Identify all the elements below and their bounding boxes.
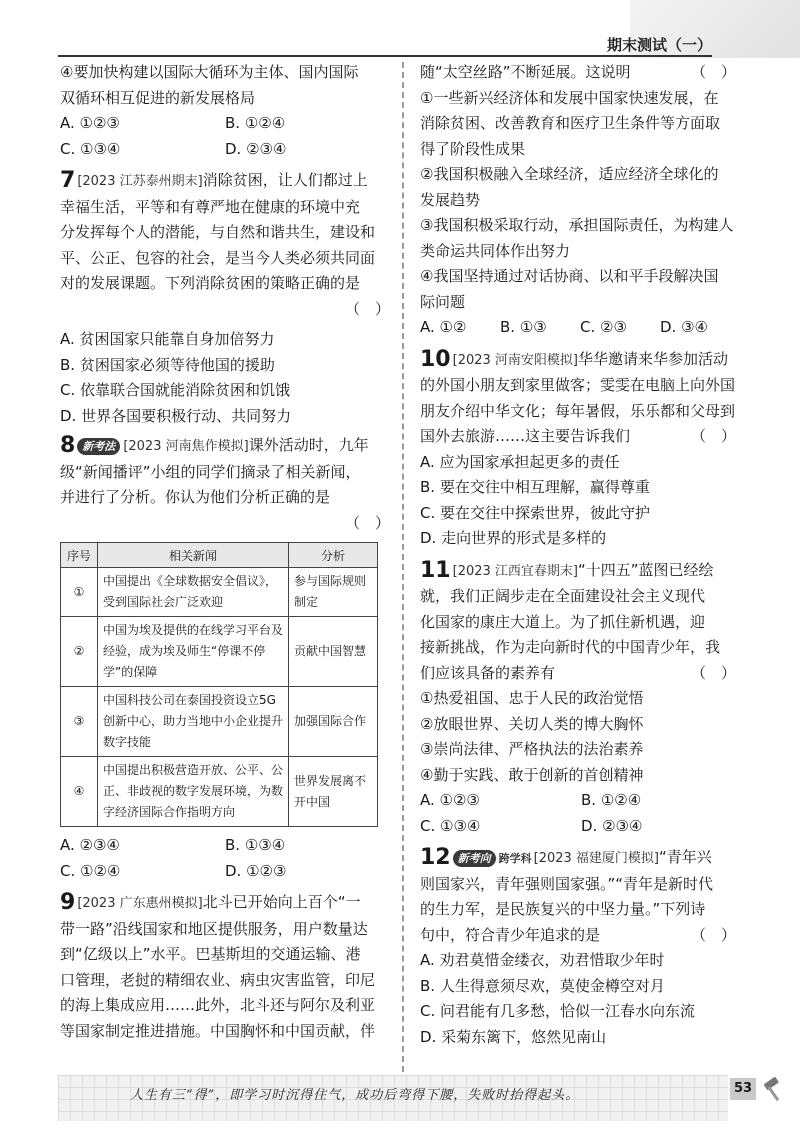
text-line: ①一些新兴经济体和发展中国家快速发展，在 [420, 88, 719, 107]
text-line: 朋友介绍中华文化；每年暑假，乐乐都和父母到 [420, 401, 736, 420]
row-number: ① [61, 568, 98, 617]
news-cell: 中国提出《全球数据安全倡议》，受到国际社会广泛欢迎 [98, 568, 289, 617]
q11-head [420, 558, 742, 585]
option-a[interactable]: A. ①②③ [420, 791, 480, 809]
question-number: 9 [60, 890, 76, 915]
text-line: 则国家兴，青年强则国家强。”“青年是新时代 [420, 874, 714, 893]
q11-options [420, 788, 742, 814]
question-11 [420, 558, 742, 840]
text-line: 平、公正、包容的社会，是当今人类必须共同面 [60, 248, 376, 267]
text-line: 的海上集成应用……此外，北斗还与阿尔及利亚 [60, 996, 376, 1014]
option-c[interactable]: C. ①②④ [60, 861, 121, 880]
text-line: 消除贫困，让人们都过上 [202, 171, 368, 189]
text-line: 对的发展课题。下列消除贫困的策略正确的是 [60, 274, 361, 292]
option-a[interactable]: A. 劝君莫惜金缕衣，劝君惜取少年时 [420, 951, 665, 969]
question-number: 12 [420, 845, 451, 870]
text-line: 到“亿级以上”水平。巴基斯坦的交通运输、港 [60, 945, 361, 963]
table-row [61, 617, 378, 687]
right-column [420, 60, 742, 1050]
option-b[interactable]: B. ①③④ [225, 836, 286, 854]
new-direction-badge: 新考向 [453, 850, 496, 867]
table-row [61, 568, 378, 617]
option-b[interactable]: B. ①②④ [225, 114, 286, 132]
text-line [420, 424, 742, 450]
option-a[interactable]: A. 贫困国家只能靠自身加倍努力 [60, 330, 275, 348]
text-line: 课外活动时，九年 [248, 436, 369, 454]
news-cell: 中国为埃及提供的在线学习平台及经验，成为埃及师生“停课不停学”的保障 [98, 617, 289, 687]
analysis-cell: 加强国际合作 [289, 687, 378, 757]
page-title: 期末测试（一） [606, 36, 712, 54]
option-d[interactable]: D. ②③④ [581, 816, 643, 835]
text-line [420, 60, 742, 86]
text-line: 双循环相互促进的新发展格局 [60, 88, 256, 107]
q8-options [60, 833, 390, 859]
question-8 [60, 433, 390, 884]
option-d[interactable]: D. 走向世界的形式是多样的 [420, 529, 607, 547]
q10-head [420, 347, 742, 374]
answer-paren[interactable]: （ ） [690, 925, 736, 944]
question-number: 10 [420, 346, 451, 372]
text-line: 的生力军，是民族复兴的中坚力量。”下列诗 [420, 900, 706, 918]
text-line: 带一路”沿线国家和地区提供服务，用户数量达 [60, 919, 368, 938]
left-column [60, 60, 390, 1044]
text-line: 发展趋势 [420, 190, 481, 209]
text-line: 接新挑战，作为走向新时代的中国青少年，我 [420, 638, 721, 656]
option-a[interactable]: A. 应为国家承担起更多的责任 [420, 452, 620, 471]
q7-head [60, 168, 390, 195]
column-header: 序号 [61, 543, 98, 568]
question-source: [2023 江西宜春期末] [452, 563, 578, 579]
option-b[interactable]: B. 人生得意须尽欢，莫使金樽空对月 [420, 976, 665, 995]
text-line: 类命运共同体作出努力 [420, 241, 571, 260]
option-c[interactable]: C. 问君能有几多愁，恰似一江春水向东流 [420, 1002, 696, 1020]
statement-item: ②放眼世界、关切人类的博大胸怀 [420, 714, 644, 733]
answer-paren[interactable]: （ ） [690, 427, 736, 445]
text-line: “十四五”蓝图已经绘 [578, 560, 714, 579]
news-cell: 中国科技公司在泰国投资设立5G创新中心，助力当地中小企业提升数字技能 [98, 687, 289, 757]
row-number: ③ [61, 687, 98, 757]
new-method-badge: 新考法 [77, 438, 120, 455]
analysis-cell: 世界发展离不开中国 [289, 757, 378, 827]
text-line-content: 国外去旅游……这主要告诉我们 [420, 427, 631, 445]
q9-options [420, 315, 742, 341]
question-source: [2023 广东惠州模拟] [77, 896, 203, 911]
table-row [61, 687, 378, 757]
answer-paren[interactable]: （ ） [690, 63, 736, 81]
text-line [420, 661, 742, 687]
analysis-cell: 参与国际规则制定 [289, 568, 378, 617]
option-b[interactable]: B. 贫困国家必须等待他国的援助 [60, 355, 275, 374]
option-d[interactable]: D. ②③④ [225, 139, 287, 158]
option-d[interactable]: D. ①②③ [225, 861, 287, 880]
text-line: 华华邀请来华参加活动 [578, 349, 729, 368]
text-line [420, 923, 742, 949]
option-c[interactable]: C. ①③④ [60, 139, 121, 158]
q6-options-row2 [60, 137, 390, 163]
text-line: ②我国积极融入全球经济，适应经济全球化的 [420, 165, 719, 183]
header-rule [58, 55, 712, 57]
table-header-row [61, 543, 378, 568]
text-line: 的外国小朋友到家里做客；雯雯在电脑上向外国 [420, 376, 736, 394]
news-analysis-table [60, 542, 378, 827]
option-d[interactable]: D. 世界各国要积极行动、共同努力 [60, 406, 292, 425]
news-cell: 中国提出积极营造开放、公平、公正、非歧视的数字发展环境，为数字经济国际合作指明方向 [98, 757, 289, 827]
text-line: ③我国积极采取行动，承担国际责任，为构建人 [420, 216, 734, 234]
q8-head [60, 433, 390, 460]
statement-item: ①热爱祖国、忠于人民的政治觉悟 [420, 689, 644, 707]
question-number: 8 [60, 433, 76, 458]
text-line: ④要加快构建以国际大循环为主体、国内国际 [60, 63, 359, 81]
option-a[interactable]: A. ②③④ [60, 836, 120, 854]
text-line-content: 随“太空丝路”不断延展。这说明 [420, 63, 631, 81]
text-line-content: 句中，符合青少年追求的是 [420, 925, 601, 944]
option-b[interactable]: B. ①②④ [581, 791, 642, 809]
text-line-content: 们应该具备的素养有 [420, 663, 556, 682]
table-row [61, 757, 378, 827]
question-9 [60, 890, 390, 1044]
q9-head [60, 890, 390, 917]
column-header: 相关新闻 [98, 543, 289, 568]
option-b[interactable]: B. ①③ [500, 318, 547, 336]
text-line: 北斗已开始向上百个“一 [202, 893, 361, 911]
column-header: 分析 [289, 543, 378, 568]
row-number: ④ [61, 757, 98, 827]
option-a[interactable]: A. ①②③ [60, 114, 120, 132]
text-line: “青年兴 [659, 848, 712, 866]
row-number: ② [61, 617, 98, 687]
answer-paren[interactable]: （ ） [344, 299, 390, 318]
text-line: 得了阶段性成果 [420, 139, 526, 158]
q11-options-row2 [420, 814, 742, 840]
answer-paren[interactable]: （ ） [344, 513, 390, 532]
text-line: 就，我们正阔步走在全面建设社会主义现代 [420, 587, 706, 605]
question-source: [2023 河南安阳模拟] [452, 352, 578, 368]
q9-continuation [420, 60, 742, 341]
answer-paren[interactable]: （ ） [690, 663, 736, 682]
text-line: ④我国坚持通过对话协商、以和平手段解决国 [420, 267, 719, 285]
option-c[interactable]: C. ①③④ [420, 816, 481, 835]
column-divider [402, 62, 404, 1072]
option-c[interactable]: C. 依靠联合国就能消除贫困和饥饿 [60, 381, 291, 399]
q6-tail [60, 60, 390, 162]
text-line: 消除贫困、改善教育和医疗卫生条件等方面取 [420, 114, 721, 132]
question-7 [60, 168, 390, 429]
gavel-icon [758, 1074, 790, 1106]
question-number: 7 [60, 168, 76, 193]
question-source: [2023 福建厦门模拟] [533, 851, 659, 866]
q6-options [60, 111, 390, 137]
question-source: [2023 江苏泰州期末] [77, 174, 203, 189]
question-12 [420, 845, 742, 1050]
q8-options-row2 [60, 859, 390, 885]
option-c[interactable]: C. ②③ [580, 318, 627, 336]
question-10 [420, 347, 742, 552]
text-line: 化国家的康庄大道上。为了抓住新机遇，迎 [420, 612, 706, 631]
text-line: 等国家制定推进措施。中国胸怀和中国贡献，伴 [60, 1021, 376, 1040]
option-c[interactable]: C. 要在交往中探索世界，彼此守护 [420, 503, 651, 522]
cross-subject-badge: 跨学科 [498, 852, 532, 865]
analysis-cell: 贡献中国智慧 [289, 617, 378, 687]
option-a[interactable]: A. ①② [420, 318, 467, 336]
footer-motto: 人生有三“得”，即学习时沉得住气，成功后弯得下腰，失败时抬得起头。 [130, 1088, 580, 1103]
q12-head [420, 845, 742, 872]
text-line: 口管理，老挝的精细农业、病虫灾害监管，印尼 [60, 970, 376, 989]
text-line: 并进行了分析。你认为他们分析正确的是 [60, 488, 331, 506]
page-number: 53 [730, 1078, 756, 1100]
text-line: 分发挥每个人的潜能，与自然和谐共生，建设和 [60, 223, 376, 241]
option-b[interactable]: B. 要在交往中相互理解，赢得尊重 [420, 478, 650, 496]
question-source: [2023 河南焦作模拟] [123, 439, 249, 454]
statement-item: ④勤于实践、敢于创新的首创精神 [420, 765, 644, 784]
option-d[interactable]: D. 采菊东篱下，悠然见南山 [420, 1027, 607, 1046]
statement-item: ③崇尚法律、严格执法的法治素养 [420, 740, 644, 758]
question-number: 11 [420, 557, 451, 583]
option-d[interactable]: D. ③④ [660, 318, 708, 336]
text-line: 级“新闻播评”小组的同学们摘录了相关新闻， [60, 462, 361, 481]
text-line: 际问题 [420, 292, 466, 311]
text-line: 幸福生活，平等和有尊严地在健康的环境中充 [60, 197, 361, 216]
